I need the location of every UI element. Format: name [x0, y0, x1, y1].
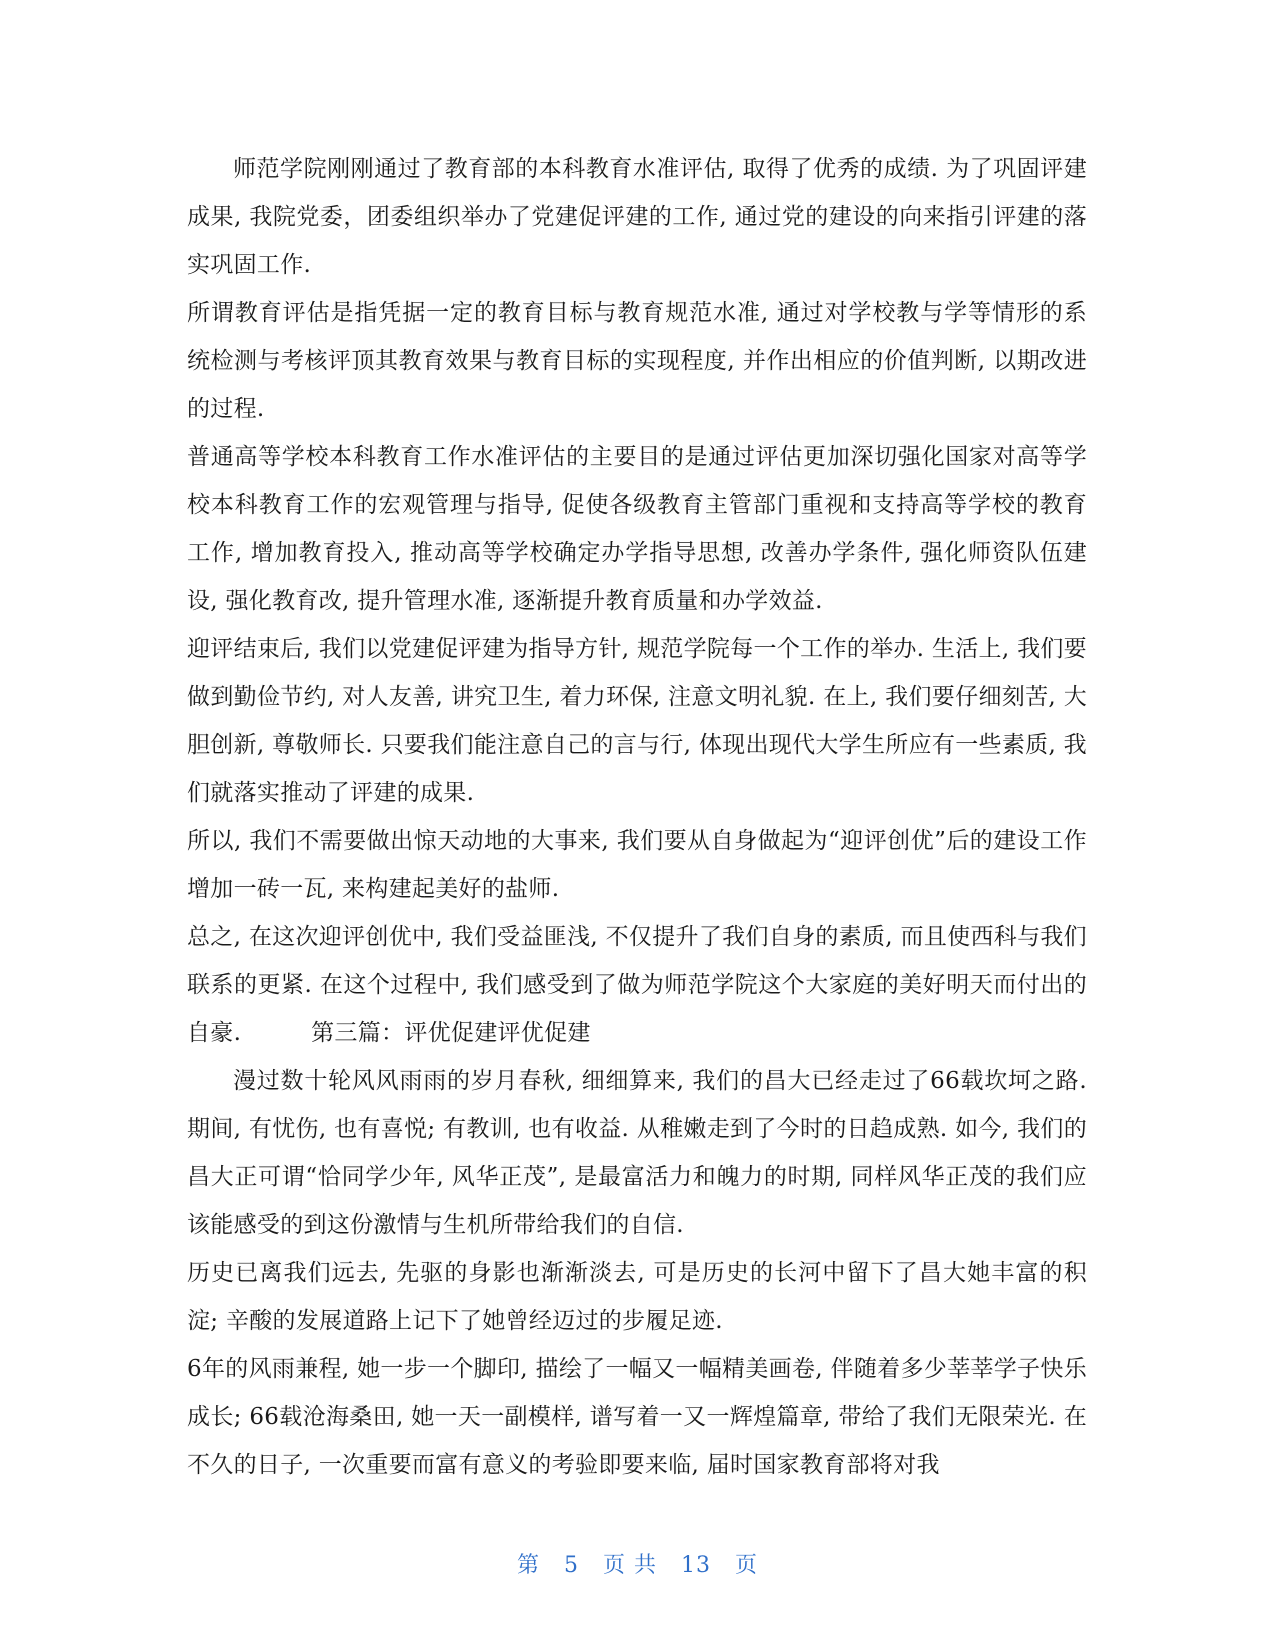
footer-prefix: 第: [516, 1553, 540, 1578]
paragraph-3: 普通高等学校本科教育工作水准评估的主要目的是通过评估更加深切强化国家对高等学校本科教育工作的宏观管理与指导, 促使各级教育主管部门重视和支持高等学校的教育工作, 增加教育投入, 推动高等学校确定办学指导思想, 改善办学条件, 强化师资队伍建设, 强化教育改, 提升管理水准, 逐渐提升教育质量和办学效益.: [187, 444, 1087, 614]
footer-suffix: 页: [735, 1553, 759, 1578]
paragraph-8: 历史已离我们远去, 先驱的身影也渐渐淡去, 可是历史的长河中留下了昌大她丰富的积淀; 辛酸的发展道路上记下了她曾经迈过的步履足迹.: [187, 1260, 1087, 1334]
paragraph-6: 总之, 在这次迎评创优中, 我们受益匪浅, 不仅提升了我们自身的素质, 而且使西科与我们联系的更紧. 在这个过程中, 我们感受到了做为师范学院这个大家庭的美好明天而付出的自豪. 第三篇：评优促建评优促建: [187, 924, 1087, 1046]
footer-total-pages: 13: [681, 1553, 711, 1578]
paragraph-4: 迎评结束后, 我们以党建促评建为指导方针, 规范学院每一个工作的举办. 生活上, 我们要做到勤俭节约, 对人友善, 讲究卫生, 着力环保, 注意文明礼貌. 在上, 我们要仔细刻苦, 大胆创新, 尊敬师长. 只要我们能注意自己的言与行, 体现出现代大学生所应有一些素质, 我们就落实推动了评建的成果.: [187, 636, 1087, 806]
footer-middle: 页 共: [603, 1553, 657, 1578]
paragraph-7: 漫过数十轮风风雨雨的岁月春秋, 细细算来, 我们的昌大已经走过了66载坎坷之路. 期间, 有忧伤, 也有喜悦; 有教训, 也有收益. 从稚嫩走到了今时的日趋成熟. 如今, 我们的昌大正可谓“恰同学少年, 风华正茂”, 是最富活力和魄力的时期, 同样风华正茂的我们应该能感受的到这份激情与生机所带给我们的自信.: [187, 1068, 1087, 1238]
paragraph-9: 6年的风雨兼程, 她一步一个脚印, 描绘了一幅又一幅精美画卷, 伴随着多少莘莘学子快乐成长; 66载沧海桑田, 她一天一副模样, 谱写着一又一辉煌篇章, 带给了我们无限荣光. 在不久的日子, 一次重要而富有意义的考验即要来临, 届时国家教育部将对我: [187, 1356, 1087, 1478]
paragraph-1: 师范学院刚刚通过了教育部的本科教育水准评估, 取得了优秀的成绩. 为了巩固评建成果, 我院党委，团委组织举办了党建促评建的工作, 通过党的建设的向来指引评建的落实巩固工作.: [187, 156, 1087, 278]
paragraph-5: 所以, 我们不需要做出惊天动地的大事来, 我们要从自身做起为“迎评创优”后的建设工作增加一砖一瓦, 来构建起美好的盐师.: [187, 828, 1087, 902]
footer-current-page: 5: [564, 1553, 579, 1578]
paragraph-2: 所谓教育评估是指凭据一定的教育目标与教育规范水准, 通过对学校教与学等情形的系统检测与考核评顶其教育效果与教育目标的实现程度, 并作出相应的价值判断, 以期改进的过程.: [187, 300, 1087, 422]
page-footer: [0, 1548, 1275, 1579]
document-body: [187, 145, 1087, 1489]
